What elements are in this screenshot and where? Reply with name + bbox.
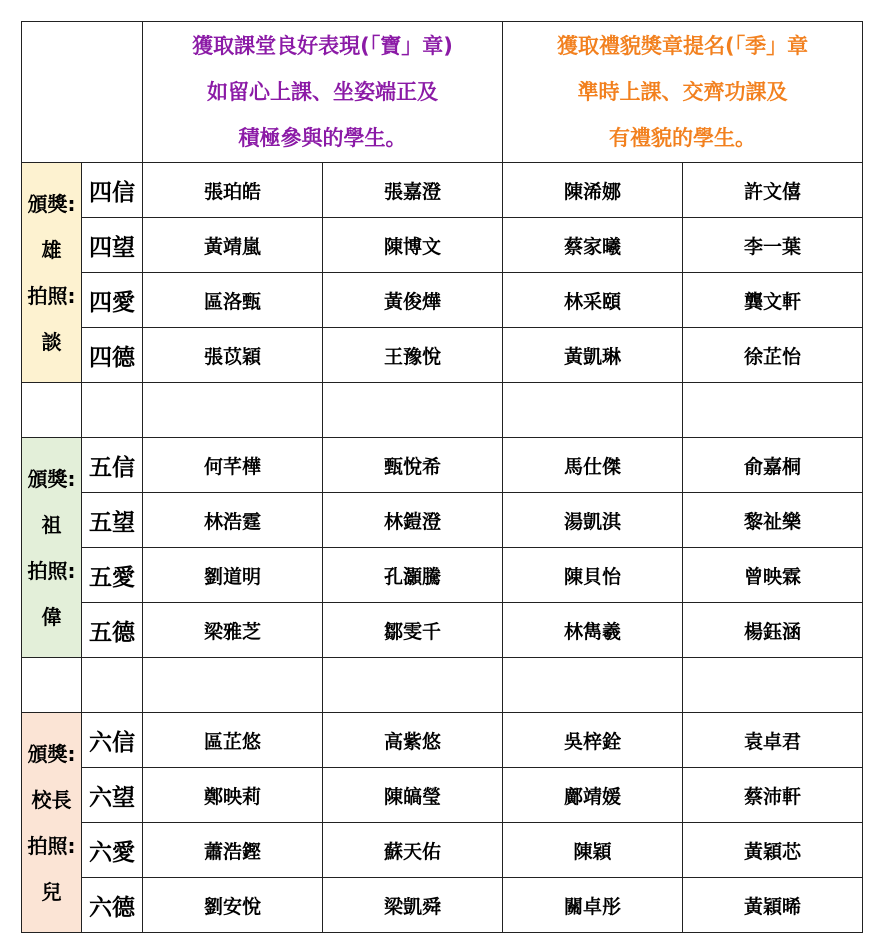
spacer-row (22, 383, 863, 438)
empty-cell (22, 383, 82, 438)
empty-cell (143, 383, 323, 438)
student-name: 何芊樺 (143, 438, 323, 493)
student-name: 鄭映莉 (143, 768, 323, 823)
class-label: 六愛 (82, 823, 143, 878)
empty-cell (323, 658, 503, 713)
student-name: 黃穎晞 (683, 878, 863, 933)
student-name: 黃靖嵐 (143, 218, 323, 273)
award-line: 祖 (41, 512, 62, 537)
empty-cell (683, 383, 863, 438)
student-name: 許文僖 (683, 163, 863, 218)
student-name: 黃凱琳 (503, 328, 683, 383)
table-row (22, 163, 863, 218)
award-line: 頒獎: (27, 741, 76, 766)
empty-cell (143, 658, 323, 713)
student-name: 張苡穎 (143, 328, 323, 383)
table-row (22, 713, 863, 768)
student-name: 黃俊燁 (323, 273, 503, 328)
student-name: 鄺靖媛 (503, 768, 683, 823)
student-name: 黎祉樂 (683, 493, 863, 548)
header-right-line: 有禮貌的學生。 (609, 126, 757, 150)
student-name: 李一葉 (683, 218, 863, 273)
class-label: 四信 (82, 163, 143, 218)
student-name: 袁卓君 (683, 713, 863, 768)
student-name: 劉安悅 (143, 878, 323, 933)
empty-cell (503, 658, 683, 713)
table-row (22, 823, 863, 878)
class-label: 六望 (82, 768, 143, 823)
award-line: 談 (41, 329, 62, 354)
student-name: 徐芷怡 (683, 328, 863, 383)
empty-cell (82, 658, 143, 713)
award-line: 拍照: (27, 833, 76, 858)
student-name: 蔡沛軒 (683, 768, 863, 823)
student-name: 陳博文 (323, 218, 503, 273)
award-line: 兒 (41, 879, 62, 904)
award-line: 頒獎: (27, 191, 76, 216)
award-line: 拍照: (27, 558, 76, 583)
class-label: 六信 (82, 713, 143, 768)
student-name: 陳貝怡 (503, 548, 683, 603)
class-label: 六德 (82, 878, 143, 933)
student-name: 湯凱淇 (503, 493, 683, 548)
table-row (22, 878, 863, 933)
student-name: 梁凱舜 (323, 878, 503, 933)
student-name: 張嘉澄 (323, 163, 503, 218)
header-left-cell (143, 22, 503, 163)
header-right-line: 獲取禮貌獎章提名(「季」章 (556, 34, 809, 58)
student-name: 龔文軒 (683, 273, 863, 328)
student-name: 劉道明 (143, 548, 323, 603)
class-label: 四愛 (82, 273, 143, 328)
student-name: 張珀皓 (143, 163, 323, 218)
table-row (22, 273, 863, 328)
student-name: 馬仕傑 (503, 438, 683, 493)
award-line: 拍照: (27, 283, 76, 308)
student-name: 甄悅希 (323, 438, 503, 493)
header-row (22, 22, 863, 163)
header-right-line: 準時上課、交齊功課及 (577, 80, 788, 104)
student-name: 梁雅芝 (143, 603, 323, 658)
student-name: 吳梓銓 (503, 713, 683, 768)
class-label: 四望 (82, 218, 143, 273)
award-cell-group-3 (22, 713, 82, 933)
student-name: 陳浠娜 (503, 163, 683, 218)
student-name: 黃穎芯 (683, 823, 863, 878)
student-name: 曾映霖 (683, 548, 863, 603)
student-name: 區洛甄 (143, 273, 323, 328)
student-name: 林雋羲 (503, 603, 683, 658)
student-name: 陳皜瑩 (323, 768, 503, 823)
header-blank-cell (22, 22, 143, 163)
empty-cell (82, 383, 143, 438)
award-line: 校長 (31, 787, 72, 812)
student-name: 俞嘉桐 (683, 438, 863, 493)
table-row (22, 493, 863, 548)
student-name: 蔡家曦 (503, 218, 683, 273)
empty-cell (323, 383, 503, 438)
student-name: 蕭浩鏗 (143, 823, 323, 878)
table-row (22, 603, 863, 658)
empty-cell (683, 658, 863, 713)
award-line: 雄 (41, 237, 62, 262)
student-name: 關卓彤 (503, 878, 683, 933)
student-name: 林浩霆 (143, 493, 323, 548)
spacer-row (22, 658, 863, 713)
table-row (22, 328, 863, 383)
table-row (22, 218, 863, 273)
student-name: 蘇天佑 (323, 823, 503, 878)
student-name: 林鎧澄 (323, 493, 503, 548)
class-label: 五信 (82, 438, 143, 493)
class-label: 五德 (82, 603, 143, 658)
header-right-cell (503, 22, 863, 163)
award-cell-group-2 (22, 438, 82, 658)
awards-table (21, 21, 863, 933)
header-left-line: 積極參與的學生。 (238, 126, 407, 150)
student-name: 陳穎 (503, 823, 683, 878)
empty-cell (503, 383, 683, 438)
student-name: 楊鈺涵 (683, 603, 863, 658)
class-label: 五望 (82, 493, 143, 548)
student-name: 孔灝騰 (323, 548, 503, 603)
table-row (22, 438, 863, 493)
student-name: 高紫悠 (323, 713, 503, 768)
table-row (22, 548, 863, 603)
class-label: 五愛 (82, 548, 143, 603)
student-name: 區芷悠 (143, 713, 323, 768)
class-label: 四德 (82, 328, 143, 383)
student-name: 林采頤 (503, 273, 683, 328)
header-left-line: 獲取課堂良好表現(「寶」章) (192, 34, 453, 58)
header-left-line: 如留心上課、坐姿端正及 (207, 80, 438, 104)
award-line: 頒獎: (27, 466, 76, 491)
student-name: 王豫悅 (323, 328, 503, 383)
student-name: 鄒雯千 (323, 603, 503, 658)
table-row (22, 768, 863, 823)
empty-cell (22, 658, 82, 713)
award-cell-group-1 (22, 163, 82, 383)
award-line: 偉 (41, 604, 62, 629)
